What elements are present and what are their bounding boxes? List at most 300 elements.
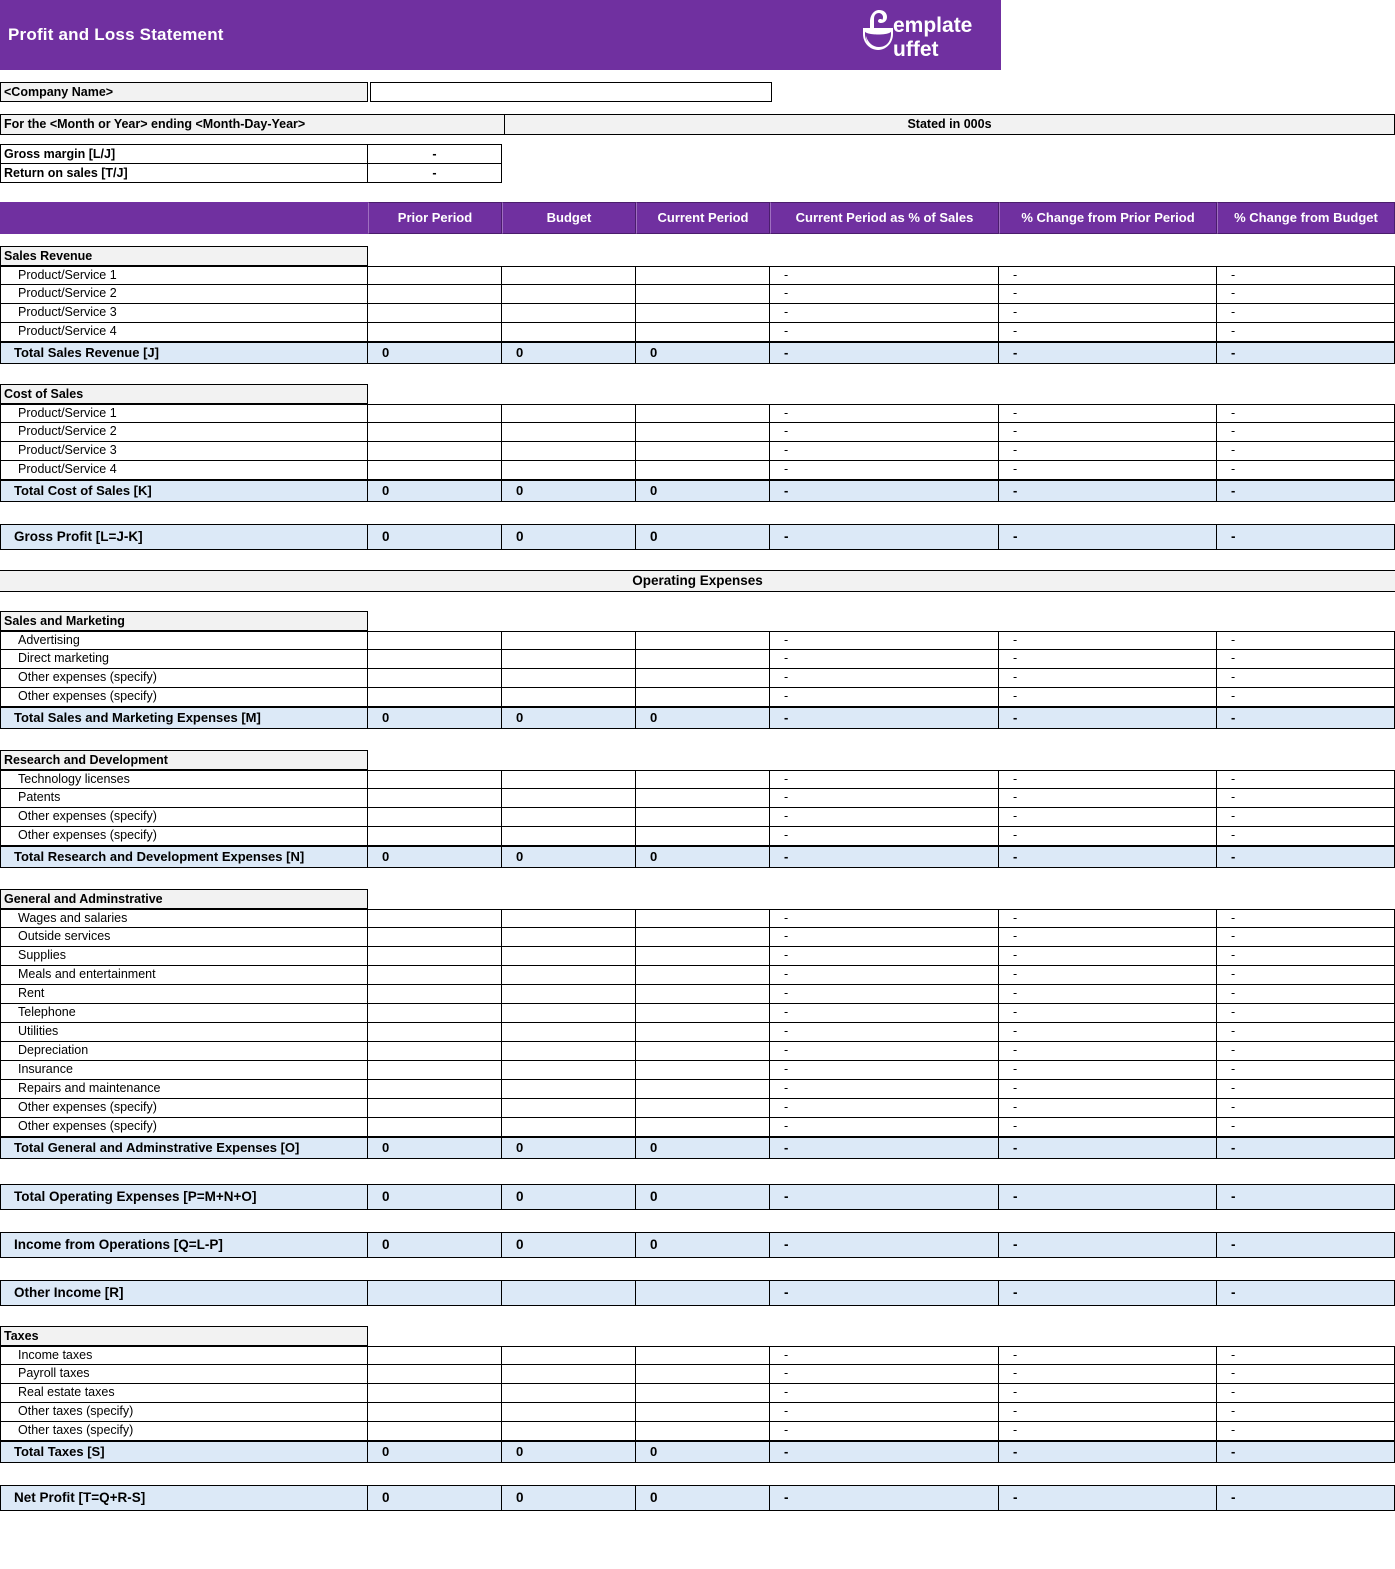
cell-general-and-administrative-c5[interactable]: - xyxy=(999,1061,1217,1080)
cell-cost-of-sales-c4[interactable]: - xyxy=(770,461,999,480)
standalone-row-net-profit xyxy=(0,1485,1395,1511)
cell-sales-revenue-c5[interactable]: - xyxy=(999,266,1217,285)
cell-taxes-c6[interactable]: - xyxy=(1217,1422,1395,1441)
cell-sales-revenue-c2[interactable] xyxy=(502,323,636,342)
standalone-cell-other-income-c5: - xyxy=(999,1280,1217,1306)
row-label[interactable]: Other taxes (specify) xyxy=(0,1403,368,1422)
cell-sales-revenue-c2[interactable] xyxy=(502,266,636,285)
cell-general-and-administrative-c1[interactable] xyxy=(368,1042,502,1061)
cell-research-and-development-c5[interactable]: - xyxy=(999,808,1217,827)
cell-sales-and-marketing-c2[interactable] xyxy=(502,688,636,707)
standalone-cell-other-income-c4: - xyxy=(770,1280,999,1306)
standalone-cell-net-profit-c3: 0 xyxy=(636,1485,770,1511)
page-title: Profit and Loss Statement xyxy=(8,25,224,44)
cell-general-and-administrative-c5[interactable]: - xyxy=(999,985,1217,1004)
cell-cost-of-sales-c1[interactable] xyxy=(368,442,502,461)
cell-general-and-administrative-c5[interactable]: - xyxy=(999,947,1217,966)
table-row xyxy=(0,304,1395,323)
cell-sales-revenue-c4[interactable]: - xyxy=(770,285,999,304)
cell-sales-and-marketing-c6[interactable]: - xyxy=(1217,688,1395,707)
period-label[interactable]: For the <Month or Year> ending <Month-Day-Year> xyxy=(0,114,505,135)
standalone-cell-income-from-operations-c2: 0 xyxy=(502,1232,636,1258)
cell-taxes-c3[interactable] xyxy=(636,1346,770,1365)
table-row xyxy=(0,323,1395,342)
cell-taxes-c1[interactable] xyxy=(368,1384,502,1403)
row-label[interactable]: Product/Service 4 xyxy=(0,461,368,480)
cell-taxes-c3[interactable] xyxy=(636,1422,770,1441)
row-label[interactable]: Insurance xyxy=(0,1061,368,1080)
cell-taxes-c5[interactable]: - xyxy=(999,1365,1217,1384)
cell-general-and-administrative-c6[interactable]: - xyxy=(1217,1042,1395,1061)
cell-general-and-administrative-c6[interactable]: - xyxy=(1217,909,1395,928)
cell-general-and-administrative-c1[interactable] xyxy=(368,947,502,966)
cell-sales-and-marketing-c3[interactable] xyxy=(636,688,770,707)
return-on-sales-label: Return on sales [T/J] xyxy=(0,163,368,183)
cell-cost-of-sales-c6[interactable]: - xyxy=(1217,423,1395,442)
row-label[interactable]: Meals and entertainment xyxy=(0,966,368,985)
row-label[interactable]: Other expenses (specify) xyxy=(0,688,368,707)
standalone-cell-gross-profit-c5: - xyxy=(999,524,1217,550)
cell-research-and-development-c1[interactable] xyxy=(368,770,502,789)
total-cell-cost-of-sales-c2: 0 xyxy=(502,480,636,502)
row-label[interactable]: Depreciation xyxy=(0,1042,368,1061)
cell-general-and-administrative-c1[interactable] xyxy=(368,985,502,1004)
cell-general-and-administrative-c1[interactable] xyxy=(368,1118,502,1137)
section-header-row-research-and-development xyxy=(0,750,1395,770)
cell-sales-and-marketing-c6[interactable]: - xyxy=(1217,631,1395,650)
cell-general-and-administrative-c3[interactable] xyxy=(636,966,770,985)
cell-cost-of-sales-c5[interactable]: - xyxy=(999,423,1217,442)
cell-cost-of-sales-c1[interactable] xyxy=(368,423,502,442)
cell-taxes-c3[interactable] xyxy=(636,1403,770,1422)
cell-research-and-development-c2[interactable] xyxy=(502,789,636,808)
row-label[interactable]: Product/Service 3 xyxy=(0,304,368,323)
table-row xyxy=(0,1365,1395,1384)
cell-general-and-administrative-c4[interactable]: - xyxy=(770,909,999,928)
cell-general-and-administrative-c4[interactable]: - xyxy=(770,985,999,1004)
cell-sales-revenue-c4[interactable]: - xyxy=(770,304,999,323)
cell-sales-and-marketing-c6[interactable]: - xyxy=(1217,669,1395,688)
row-label[interactable]: Product/Service 4 xyxy=(0,323,368,342)
cell-general-and-administrative-c5[interactable]: - xyxy=(999,1004,1217,1023)
total-row-sales-and-marketing xyxy=(0,707,1395,729)
cell-sales-revenue-c6[interactable]: - xyxy=(1217,304,1395,323)
cell-general-and-administrative-c2[interactable] xyxy=(502,1118,636,1137)
cell-sales-revenue-c4[interactable]: - xyxy=(770,266,999,285)
cell-research-and-development-c2[interactable] xyxy=(502,808,636,827)
cell-general-and-administrative-c1[interactable] xyxy=(368,966,502,985)
cell-research-and-development-c1[interactable] xyxy=(368,827,502,846)
cell-taxes-c1[interactable] xyxy=(368,1403,502,1422)
row-label[interactable]: Other expenses (specify) xyxy=(0,1118,368,1137)
cell-sales-revenue-c1[interactable] xyxy=(368,304,502,323)
cell-sales-revenue-c2[interactable] xyxy=(502,285,636,304)
cell-general-and-administrative-c4[interactable]: - xyxy=(770,1118,999,1137)
standalone-cell-total-operating-expenses-c6: - xyxy=(1217,1184,1395,1210)
total-cell-general-and-administrative-c4: - xyxy=(770,1137,999,1159)
cell-research-and-development-c3[interactable] xyxy=(636,789,770,808)
standalone-cell-total-operating-expenses-c4: - xyxy=(770,1184,999,1210)
row-label[interactable]: Repairs and maintenance xyxy=(0,1080,368,1099)
return-on-sales-value: - xyxy=(368,163,502,183)
cell-general-and-administrative-c1[interactable] xyxy=(368,928,502,947)
cell-general-and-administrative-c6[interactable]: - xyxy=(1217,1061,1395,1080)
cell-taxes-c4[interactable]: - xyxy=(770,1403,999,1422)
table-row xyxy=(0,966,1395,985)
cell-general-and-administrative-c2[interactable] xyxy=(502,1061,636,1080)
cell-taxes-c4[interactable]: - xyxy=(770,1384,999,1403)
cell-general-and-administrative-c2[interactable] xyxy=(502,1080,636,1099)
cell-cost-of-sales-c3[interactable] xyxy=(636,404,770,423)
table-row xyxy=(0,688,1395,707)
row-label[interactable]: Telephone xyxy=(0,1004,368,1023)
row-label[interactable]: Product/Service 2 xyxy=(0,423,368,442)
cell-sales-and-marketing-c2[interactable] xyxy=(502,650,636,669)
cell-taxes-c1[interactable] xyxy=(368,1365,502,1384)
page-banner xyxy=(0,0,1001,70)
row-label[interactable]: Income taxes xyxy=(0,1346,368,1365)
cell-sales-and-marketing-c4[interactable]: - xyxy=(770,631,999,650)
spreadsheet-sheet xyxy=(0,70,1395,1511)
cell-taxes-c6[interactable]: - xyxy=(1217,1384,1395,1403)
cell-sales-and-marketing-c5[interactable]: - xyxy=(999,688,1217,707)
cell-general-and-administrative-c4[interactable]: - xyxy=(770,966,999,985)
cell-general-and-administrative-c1[interactable] xyxy=(368,1061,502,1080)
total-label-taxes: Total Taxes [S] xyxy=(0,1441,368,1463)
cell-general-and-administrative-c1[interactable] xyxy=(368,1004,502,1023)
cell-cost-of-sales-c5[interactable]: - xyxy=(999,442,1217,461)
cell-general-and-administrative-c3[interactable] xyxy=(636,1023,770,1042)
cell-research-and-development-c2[interactable] xyxy=(502,827,636,846)
cell-general-and-administrative-c5[interactable]: - xyxy=(999,928,1217,947)
cell-taxes-c2[interactable] xyxy=(502,1403,636,1422)
table-row xyxy=(0,404,1395,423)
cell-general-and-administrative-c2[interactable] xyxy=(502,966,636,985)
standalone-label-net-profit: Net Profit [T=Q+R-S] xyxy=(0,1485,368,1511)
cell-taxes-c1[interactable] xyxy=(368,1346,502,1365)
cell-sales-and-marketing-c3[interactable] xyxy=(636,669,770,688)
row-label[interactable]: Utilities xyxy=(0,1023,368,1042)
row-label[interactable]: Technology licenses xyxy=(0,770,368,789)
cell-general-and-administrative-c2[interactable] xyxy=(502,1042,636,1061)
company-name-row xyxy=(0,82,1395,102)
section-header-fill xyxy=(368,611,1395,631)
cell-cost-of-sales-c1[interactable] xyxy=(368,404,502,423)
row-label[interactable]: Outside services xyxy=(0,928,368,947)
cell-general-and-administrative-c6[interactable]: - xyxy=(1217,928,1395,947)
cell-general-and-administrative-c4[interactable]: - xyxy=(770,1099,999,1118)
cell-general-and-administrative-c3[interactable] xyxy=(636,1004,770,1023)
cell-research-and-development-c3[interactable] xyxy=(636,827,770,846)
cell-research-and-development-c6[interactable]: - xyxy=(1217,808,1395,827)
cell-sales-revenue-c6[interactable]: - xyxy=(1217,285,1395,304)
cell-general-and-administrative-c2[interactable] xyxy=(502,909,636,928)
cell-general-and-administrative-c3[interactable] xyxy=(636,1099,770,1118)
total-row-research-and-development xyxy=(0,846,1395,868)
cell-general-and-administrative-c4[interactable]: - xyxy=(770,1004,999,1023)
operating-expenses-banner: Operating Expenses xyxy=(0,570,1395,592)
cell-sales-revenue-c2[interactable] xyxy=(502,304,636,323)
cell-sales-revenue-c3[interactable] xyxy=(636,285,770,304)
cell-taxes-c6[interactable]: - xyxy=(1217,1365,1395,1384)
cell-sales-revenue-c5[interactable]: - xyxy=(999,285,1217,304)
cell-sales-and-marketing-c1[interactable] xyxy=(368,688,502,707)
table-row xyxy=(0,461,1395,480)
row-label[interactable]: Payroll taxes xyxy=(0,1365,368,1384)
cell-cost-of-sales-c6[interactable]: - xyxy=(1217,461,1395,480)
cell-research-and-development-c6[interactable]: - xyxy=(1217,827,1395,846)
cell-general-and-administrative-c6[interactable]: - xyxy=(1217,966,1395,985)
cell-general-and-administrative-c4[interactable]: - xyxy=(770,1061,999,1080)
cell-general-and-administrative-c2[interactable] xyxy=(502,1023,636,1042)
cell-general-and-administrative-c1[interactable] xyxy=(368,1099,502,1118)
cell-general-and-administrative-c6[interactable]: - xyxy=(1217,1023,1395,1042)
total-cell-sales-and-marketing-c6: - xyxy=(1217,707,1395,729)
total-label-cost-of-sales: Total Cost of Sales [K] xyxy=(0,480,368,502)
company-name-input[interactable] xyxy=(370,82,772,102)
cell-sales-and-marketing-c5[interactable]: - xyxy=(999,669,1217,688)
cell-sales-revenue-c6[interactable]: - xyxy=(1217,266,1395,285)
cell-sales-revenue-c3[interactable] xyxy=(636,304,770,323)
cell-taxes-c2[interactable] xyxy=(502,1346,636,1365)
cell-taxes-c5[interactable]: - xyxy=(999,1403,1217,1422)
cell-research-and-development-c4[interactable]: - xyxy=(770,827,999,846)
row-label[interactable]: Real estate taxes xyxy=(0,1384,368,1403)
cell-sales-revenue-c1[interactable] xyxy=(368,323,502,342)
cell-taxes-c6[interactable]: - xyxy=(1217,1403,1395,1422)
row-label[interactable]: Product/Service 1 xyxy=(0,404,368,423)
section-heading-sales-and-marketing: Sales and Marketing xyxy=(0,611,368,631)
cell-sales-and-marketing-c3[interactable] xyxy=(636,650,770,669)
cell-research-and-development-c1[interactable] xyxy=(368,789,502,808)
cell-general-and-administrative-c5[interactable]: - xyxy=(999,909,1217,928)
cell-sales-and-marketing-c1[interactable] xyxy=(368,650,502,669)
cell-taxes-c1[interactable] xyxy=(368,1422,502,1441)
cell-general-and-administrative-c2[interactable] xyxy=(502,1099,636,1118)
cell-general-and-administrative-c2[interactable] xyxy=(502,985,636,1004)
cell-taxes-c6[interactable]: - xyxy=(1217,1346,1395,1365)
cell-general-and-administrative-c6[interactable]: - xyxy=(1217,1080,1395,1099)
row-label[interactable]: Rent xyxy=(0,985,368,1004)
cell-cost-of-sales-c6[interactable]: - xyxy=(1217,404,1395,423)
cell-general-and-administrative-c3[interactable] xyxy=(636,1080,770,1099)
cell-sales-revenue-c3[interactable] xyxy=(636,266,770,285)
spacer xyxy=(0,592,1395,611)
cell-cost-of-sales-c2[interactable] xyxy=(502,404,636,423)
cell-general-and-administrative-c2[interactable] xyxy=(502,947,636,966)
cell-general-and-administrative-c1[interactable] xyxy=(368,1023,502,1042)
cell-taxes-c5[interactable]: - xyxy=(999,1422,1217,1441)
section-header-row-sales-and-marketing xyxy=(0,611,1395,631)
cell-general-and-administrative-c3[interactable] xyxy=(636,947,770,966)
cell-sales-and-marketing-c1[interactable] xyxy=(368,669,502,688)
cell-general-and-administrative-c3[interactable] xyxy=(636,1061,770,1080)
cell-research-and-development-c5[interactable]: - xyxy=(999,770,1217,789)
row-label[interactable]: Other expenses (specify) xyxy=(0,808,368,827)
row-label[interactable]: Direct marketing xyxy=(0,650,368,669)
cell-cost-of-sales-c5[interactable]: - xyxy=(999,404,1217,423)
cell-general-and-administrative-c1[interactable] xyxy=(368,909,502,928)
table-row xyxy=(0,285,1395,304)
cell-sales-and-marketing-c2[interactable] xyxy=(502,631,636,650)
cell-general-and-administrative-c6[interactable]: - xyxy=(1217,1004,1395,1023)
cell-general-and-administrative-c1[interactable] xyxy=(368,1080,502,1099)
cell-taxes-c4[interactable]: - xyxy=(770,1422,999,1441)
row-label[interactable]: Other taxes (specify) xyxy=(0,1422,368,1441)
cell-cost-of-sales-c4[interactable]: - xyxy=(770,423,999,442)
cell-research-and-development-c5[interactable]: - xyxy=(999,827,1217,846)
row-label[interactable]: Product/Service 3 xyxy=(0,442,368,461)
table-row xyxy=(0,1403,1395,1422)
total-cell-sales-revenue-c4: - xyxy=(770,342,999,364)
cell-general-and-administrative-c5[interactable]: - xyxy=(999,1118,1217,1137)
cell-general-and-administrative-c4[interactable]: - xyxy=(770,947,999,966)
cell-taxes-c2[interactable] xyxy=(502,1365,636,1384)
standalone-cell-total-operating-expenses-c2: 0 xyxy=(502,1184,636,1210)
section-header-fill xyxy=(368,1326,1395,1346)
cell-general-and-administrative-c3[interactable] xyxy=(636,1118,770,1137)
cell-cost-of-sales-c2[interactable] xyxy=(502,442,636,461)
column-header-blank xyxy=(0,202,368,234)
row-label[interactable]: Other expenses (specify) xyxy=(0,1099,368,1118)
cell-sales-revenue-c6[interactable]: - xyxy=(1217,323,1395,342)
total-cell-research-and-development-c1: 0 xyxy=(368,846,502,868)
cell-taxes-c5[interactable]: - xyxy=(999,1384,1217,1403)
cell-sales-and-marketing-c4[interactable]: - xyxy=(770,688,999,707)
total-cell-sales-revenue-c3: 0 xyxy=(636,342,770,364)
cell-sales-and-marketing-c6[interactable]: - xyxy=(1217,650,1395,669)
cell-sales-revenue-c4[interactable]: - xyxy=(770,323,999,342)
cell-research-and-development-c4[interactable]: - xyxy=(770,789,999,808)
cell-sales-revenue-c5[interactable]: - xyxy=(999,304,1217,323)
cell-general-and-administrative-c5[interactable]: - xyxy=(999,966,1217,985)
row-label[interactable]: Other expenses (specify) xyxy=(0,827,368,846)
cell-cost-of-sales-c3[interactable] xyxy=(636,461,770,480)
cell-general-and-administrative-c4[interactable]: - xyxy=(770,1080,999,1099)
period-row xyxy=(0,114,1395,135)
cell-cost-of-sales-c2[interactable] xyxy=(502,423,636,442)
row-label[interactable]: Other expenses (specify) xyxy=(0,669,368,688)
cell-sales-and-marketing-c4[interactable]: - xyxy=(770,650,999,669)
cell-cost-of-sales-c6[interactable]: - xyxy=(1217,442,1395,461)
cell-taxes-c2[interactable] xyxy=(502,1422,636,1441)
total-cell-general-and-administrative-c1: 0 xyxy=(368,1137,502,1159)
table-row xyxy=(0,808,1395,827)
cell-cost-of-sales-c1[interactable] xyxy=(368,461,502,480)
row-label[interactable]: Patents xyxy=(0,789,368,808)
cell-general-and-administrative-c6[interactable]: - xyxy=(1217,947,1395,966)
section-header-row-general-and-administrative xyxy=(0,889,1395,909)
cell-general-and-administrative-c3[interactable] xyxy=(636,985,770,1004)
cell-research-and-development-c3[interactable] xyxy=(636,770,770,789)
cell-taxes-c4[interactable]: - xyxy=(770,1365,999,1384)
cell-sales-revenue-c1[interactable] xyxy=(368,266,502,285)
row-label[interactable]: Product/Service 2 xyxy=(0,285,368,304)
cell-general-and-administrative-c2[interactable] xyxy=(502,928,636,947)
total-row-sales-revenue xyxy=(0,342,1395,364)
cell-research-and-development-c2[interactable] xyxy=(502,770,636,789)
cell-general-and-administrative-c3[interactable] xyxy=(636,1042,770,1061)
cell-general-and-administrative-c3[interactable] xyxy=(636,928,770,947)
table-row xyxy=(0,1346,1395,1365)
cell-sales-revenue-c1[interactable] xyxy=(368,285,502,304)
cell-taxes-c2[interactable] xyxy=(502,1384,636,1403)
cell-cost-of-sales-c4[interactable]: - xyxy=(770,404,999,423)
cell-research-and-development-c5[interactable]: - xyxy=(999,789,1217,808)
cell-general-and-administrative-c6[interactable]: - xyxy=(1217,985,1395,1004)
standalone-cell-income-from-operations-c6: - xyxy=(1217,1232,1395,1258)
cell-research-and-development-c4[interactable]: - xyxy=(770,808,999,827)
total-cell-taxes-c5: - xyxy=(999,1441,1217,1463)
cell-general-and-administrative-c6[interactable]: - xyxy=(1217,1099,1395,1118)
cell-research-and-development-c6[interactable]: - xyxy=(1217,789,1395,808)
cell-cost-of-sales-c5[interactable]: - xyxy=(999,461,1217,480)
cell-general-and-administrative-c5[interactable]: - xyxy=(999,1042,1217,1061)
cell-research-and-development-c1[interactable] xyxy=(368,808,502,827)
cell-research-and-development-c6[interactable]: - xyxy=(1217,770,1395,789)
cell-sales-and-marketing-c5[interactable]: - xyxy=(999,631,1217,650)
cell-general-and-administrative-c5[interactable]: - xyxy=(999,1080,1217,1099)
cell-cost-of-sales-c3[interactable] xyxy=(636,423,770,442)
table-row xyxy=(0,1118,1395,1137)
cell-sales-and-marketing-c3[interactable] xyxy=(636,631,770,650)
cell-general-and-administrative-c5[interactable]: - xyxy=(999,1023,1217,1042)
cell-general-and-administrative-c6[interactable]: - xyxy=(1217,1118,1395,1137)
cell-taxes-c5[interactable]: - xyxy=(999,1346,1217,1365)
spacer xyxy=(0,868,1395,889)
spacer xyxy=(0,1306,1395,1326)
cell-taxes-c4[interactable]: - xyxy=(770,1346,999,1365)
standalone-cell-income-from-operations-c4: - xyxy=(770,1232,999,1258)
total-label-sales-and-marketing: Total Sales and Marketing Expenses [M] xyxy=(0,707,368,729)
cell-sales-and-marketing-c4[interactable]: - xyxy=(770,669,999,688)
cell-general-and-administrative-c2[interactable] xyxy=(502,1004,636,1023)
cell-general-and-administrative-c5[interactable]: - xyxy=(999,1099,1217,1118)
cell-sales-and-marketing-c1[interactable] xyxy=(368,631,502,650)
cell-cost-of-sales-c2[interactable] xyxy=(502,461,636,480)
row-label[interactable]: Wages and salaries xyxy=(0,909,368,928)
cell-cost-of-sales-c3[interactable] xyxy=(636,442,770,461)
cell-general-and-administrative-c4[interactable]: - xyxy=(770,1023,999,1042)
cell-general-and-administrative-c3[interactable] xyxy=(636,909,770,928)
cell-sales-revenue-c5[interactable]: - xyxy=(999,323,1217,342)
row-label[interactable]: Supplies xyxy=(0,947,368,966)
cell-sales-and-marketing-c5[interactable]: - xyxy=(999,650,1217,669)
standalone-cell-gross-profit-c4: - xyxy=(770,524,999,550)
cell-taxes-c3[interactable] xyxy=(636,1365,770,1384)
total-cell-cost-of-sales-c4: - xyxy=(770,480,999,502)
spacer xyxy=(0,135,1395,144)
cell-general-and-administrative-c4[interactable]: - xyxy=(770,1042,999,1061)
cell-sales-revenue-c3[interactable] xyxy=(636,323,770,342)
section-heading-general-and-administrative: General and Adminstrative xyxy=(0,889,368,909)
standalone-cell-total-operating-expenses-c3: 0 xyxy=(636,1184,770,1210)
total-cell-general-and-administrative-c3: 0 xyxy=(636,1137,770,1159)
cell-taxes-c3[interactable] xyxy=(636,1384,770,1403)
row-label[interactable]: Advertising xyxy=(0,631,368,650)
cell-research-and-development-c4[interactable]: - xyxy=(770,770,999,789)
total-cell-sales-and-marketing-c2: 0 xyxy=(502,707,636,729)
column-header-row xyxy=(0,202,1395,234)
cell-cost-of-sales-c4[interactable]: - xyxy=(770,442,999,461)
spacer xyxy=(0,102,1395,114)
row-label[interactable]: Product/Service 1 xyxy=(0,266,368,285)
cell-general-and-administrative-c4[interactable]: - xyxy=(770,928,999,947)
table-row xyxy=(0,1099,1395,1118)
cell-sales-and-marketing-c2[interactable] xyxy=(502,669,636,688)
cell-research-and-development-c3[interactable] xyxy=(636,808,770,827)
total-cell-taxes-c2: 0 xyxy=(502,1441,636,1463)
